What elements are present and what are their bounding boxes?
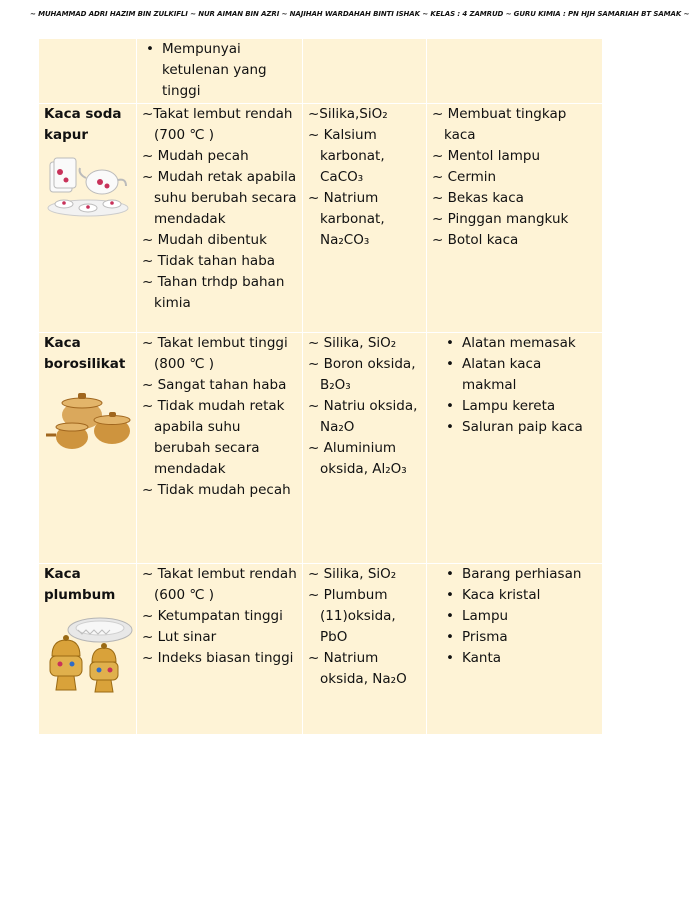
glass-name: Kaca borosilikat [44,335,126,372]
list-item: • Kaca kristal [446,585,597,606]
list-item: ~ Tidak mudah pecah [142,482,291,498]
list-item: ~ Natriu oksida, Na₂O [308,398,418,435]
uses-cell [427,333,603,564]
list-item: ~ Takat lembut rendah (600 ℃ ) [142,566,297,603]
glass-types-table [38,38,603,735]
name-cell [39,333,137,564]
list-item: ~ Ketumpatan tinggi [142,608,283,624]
list-item: ~ Natrium karbonat, Na₂CO₃ [308,190,385,248]
properties-cell [137,104,303,333]
tea-set-icon [44,152,132,222]
list-item: ~ Tidak tahan haba [142,253,276,269]
name-cell [39,104,137,333]
list-item: ~ Silika, SiO₂ [308,335,397,351]
list-item: • Prisma [446,627,597,648]
crystal-bowl-icon [44,612,136,704]
table-row [39,564,603,735]
list-item: • Alatan kaca makmal [446,354,597,396]
glass-name: Kaca plumbum [44,566,116,603]
list-item: ~ Bekas kaca [432,190,524,206]
table-row [39,104,603,333]
table-row [39,39,603,104]
uses-cell [427,564,603,735]
list-item: ~ Indeks biasan tinggi [142,650,294,666]
cookware-pots-icon [44,381,134,455]
list-item: ~Silika,SiO₂ [308,106,388,122]
list-item: • Barang perhiasan [446,564,597,585]
list-item: ~ Botol kaca [432,232,519,248]
composition-cell [303,104,427,333]
list-item: ~ Mudah pecah [142,148,249,164]
table-row [39,333,603,564]
list-item: • Alatan memasak [446,333,597,354]
properties-cell [137,564,303,735]
list-item: ~ Sangat tahan haba [142,377,287,393]
uses-cell [427,104,603,333]
list-item: ~ Lut sinar [142,629,217,645]
list-item: ~ Silika, SiO₂ [308,566,397,582]
list-item: ~ Mentol lampu [432,148,541,164]
composition-cell [303,333,427,564]
list-item: ~ Aluminium oksida, Al₂O₃ [308,440,407,477]
list-item: ~ Tahan trhdp bahan kimia [142,274,285,311]
list-item: • Lampu [446,606,597,627]
list-item: • Kanta [446,648,597,669]
list-item: ~ Natrium oksida, Na₂O [308,650,407,687]
list-item: • Mempunyai ketulenan yang tinggi [146,39,297,102]
properties-cell [137,333,303,564]
list-item: • Lampu kereta [446,396,597,417]
name-cell [39,564,137,735]
list-item: ~ Mudah dibentuk [142,232,267,248]
page-header: ~ MUHAMMAD ADRI HAZIM BIN ZULKIFLI ~ NUR AIMAN BIN AZRI ~ NAJIHAH WARDAHAH BINTI ISHAK ~ KELAS : 4 ZAMRUD ~ GURU KIMIA : PN HJH SAMARIAH BT SAMAK ~ [30,10,689,18]
list-item: ~ Kalsium karbonat, CaCO₃ [308,127,385,185]
list-item: ~Takat lembut rendah (700 ℃ ) [142,106,293,143]
composition-cell [303,39,427,104]
list-item: • Saluran paip kaca [446,417,597,438]
list-item: ~ Plumbum (11)oksida, PbO [308,587,396,645]
name-cell [39,39,137,104]
composition-cell [303,564,427,735]
uses-cell [427,39,603,104]
list-item: ~ Tidak mudah retak apabila suhu berubah secara mendadak [142,398,285,477]
list-item: ~ Takat lembut tinggi (800 ℃ ) [142,335,288,372]
list-item: ~ Cermin [432,169,497,185]
properties-cell [137,39,303,104]
glass-name: Kaca soda kapur [44,106,122,143]
list-item: ~ Membuat tingkap kaca [432,106,567,143]
list-item: ~ Boron oksida, B₂O₃ [308,356,416,393]
list-item: ~ Mudah retak apabila suhu berubah secara mendadak [142,169,297,227]
list-item: ~ Pinggan mangkuk [432,211,569,227]
